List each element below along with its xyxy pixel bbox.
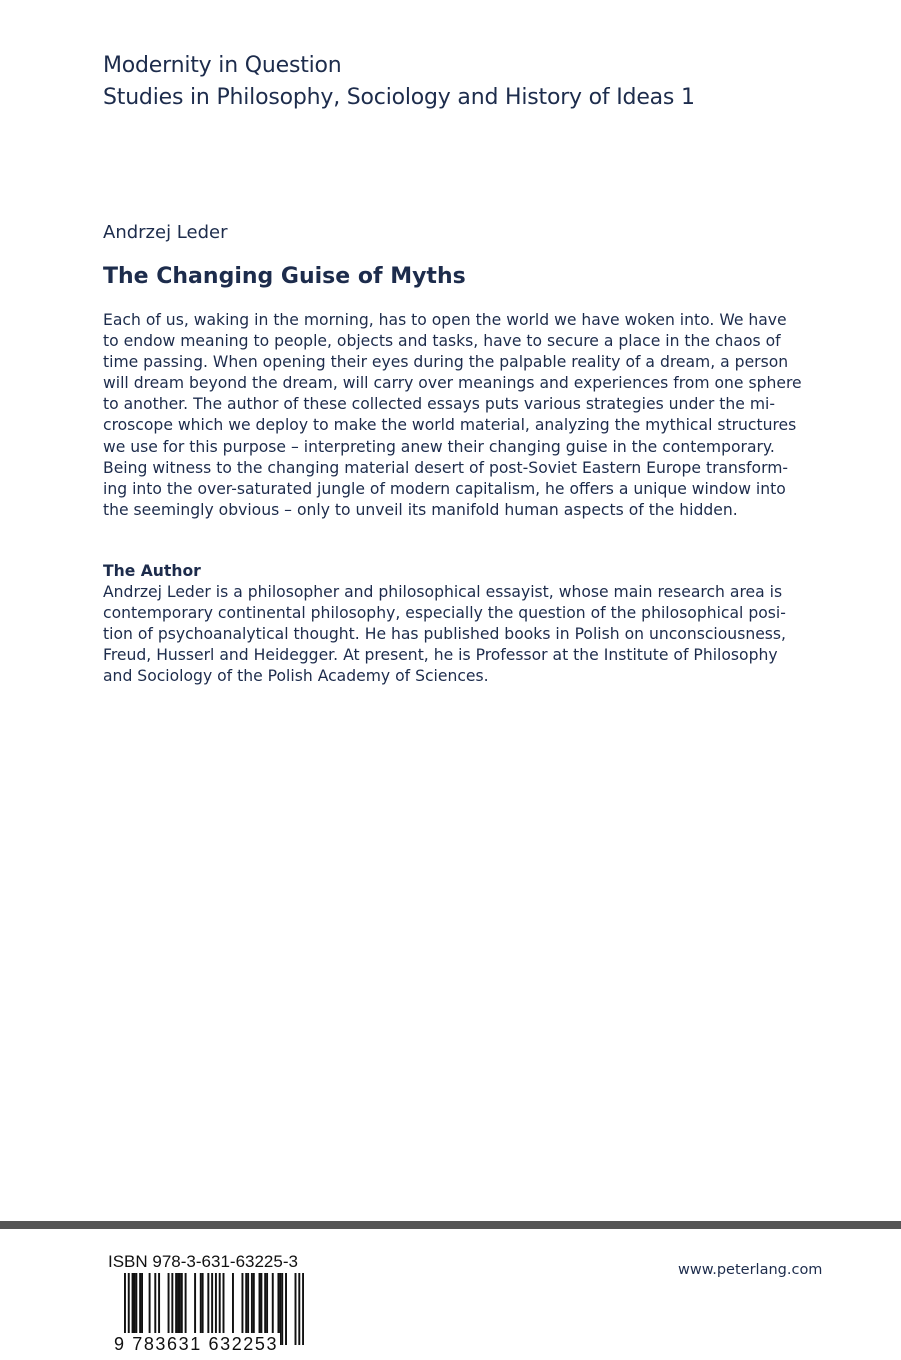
barcode-bar	[298, 1273, 300, 1345]
bio-line: tion of psychoanalytical thought. He has published books in Polish on unconsciousness,	[103, 625, 786, 644]
blurb-line: to another. The author of these collected essays puts various strategies under the mi-	[103, 395, 776, 414]
author-name: Andrzej Leder	[103, 222, 228, 243]
bio-line: Andrzej Leder is a philosopher and philosophical essayist, whose main research area is	[103, 583, 783, 601]
publisher-url[interactable]: www.peterlang.com	[678, 1262, 823, 1278]
blurb-line: we use for this purpose – interpreting anew their changing guise in the contemporary.	[103, 437, 775, 456]
barcode-bar	[281, 1273, 283, 1345]
series-name: Modernity in Question	[103, 53, 342, 78]
blurb-line: croscope which we deploy to make the world material, analyzing the mythical structures	[103, 416, 797, 435]
barcode-bar	[285, 1273, 287, 1345]
bio-line: and Sociology of the Polish Academy of Sciences.	[103, 667, 489, 686]
series-subtitle: Studies in Philosophy, Sociology and History of Ideas 1	[103, 85, 695, 110]
bio-line: Freud, Husserl and Heidegger. At present, he is Professor at the Institute of Philosophy	[103, 646, 778, 665]
barcode-bar	[302, 1273, 304, 1345]
blurb-line: will dream beyond the dream, will carry over meanings and experiences from one sphere	[103, 374, 802, 393]
blurb-line: the seemingly obvious – only to unveil its manifold human aspects of the hidden.	[103, 500, 738, 519]
blurb-line: to endow meaning to people, objects and tasks, have to secure a place in the chaos of	[103, 332, 781, 351]
blurb-line: time passing. When opening their eyes during the palpable reality of a dream, a person	[103, 353, 789, 372]
blurb-line: Being witness to the changing material desert of post-Soviet Eastern Europe transform-	[103, 458, 789, 477]
blurb-line: Each of us, waking in the morning, has to open the world we have woken into. We have	[103, 311, 787, 329]
bio-line: contemporary continental philosophy, especially the question of the philosophical posi-	[103, 604, 786, 623]
blurb-line: ing into the over-saturated jungle of modern capitalism, he offers a unique window into	[103, 479, 786, 498]
series-title	[103, 50, 695, 114]
blurb	[103, 310, 802, 521]
author-bio	[103, 582, 786, 687]
footer-divider	[0, 1221, 901, 1229]
book-title: The Changing Guise of Myths	[103, 264, 466, 289]
about-author-heading: The Author	[103, 562, 201, 580]
barcode-digits: 9 783631 632253	[114, 1334, 279, 1354]
barcode-bar	[295, 1273, 297, 1345]
isbn-label: ISBN 978-3-631-63225-3	[108, 1252, 298, 1271]
